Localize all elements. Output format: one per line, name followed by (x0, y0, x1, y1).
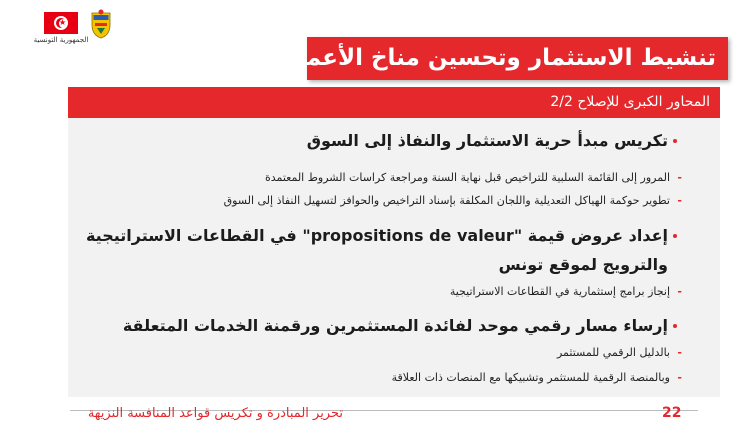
dash-icon: - (677, 194, 682, 207)
dash-icon: - (677, 285, 682, 298)
item-heading: تكريس مبدأ حرية الاستثمار والنفاذ إلى السوق (306, 131, 668, 150)
bullet-icon (673, 324, 677, 328)
dash-icon: - (677, 171, 682, 184)
page-title: تنشيط الاستثمار وتحسين مناخ الأعمال (278, 45, 716, 71)
item-heading: إرساء مسار رقمي موحد لفائدة المستثمرين ورقمنة الخدمات المتعلقة (122, 316, 668, 335)
footer-text: تحرير المبادرة و تكريس قواعد المنافسة النزيهة (87, 406, 343, 421)
sub-item-text: بالدليل الرقمي للمستثمر (556, 346, 670, 359)
dash-icon: - (677, 346, 682, 359)
subheader-label: المحاور الكبرى للإصلاح 2/2 (550, 94, 710, 110)
list-item (123, 316, 668, 335)
flag-caption: الجمهورية التونسية (33, 36, 89, 44)
coat-of-arms-icon (90, 9, 112, 39)
page-number: 22 (662, 405, 682, 421)
item-heading: إعداد عروض قيمة "propositions de valeur" في القطاعات الاستراتيجية (85, 226, 668, 245)
list-item (86, 226, 668, 245)
dash-icon: - (677, 371, 682, 384)
sub-item (449, 285, 682, 298)
bullet-icon (673, 234, 677, 238)
title-bar (278, 37, 728, 80)
sub-item (556, 346, 682, 359)
bullet-icon (673, 139, 677, 143)
item-heading-line2: والترويج لموقع تونس (498, 255, 668, 274)
section-subheader (68, 87, 720, 118)
sub-item-text: إنجاز برامج إستثمارية في القطاعات الاستراتيجية (449, 285, 670, 298)
sub-item (223, 194, 682, 207)
list-item (307, 131, 668, 150)
content-panel (68, 87, 720, 397)
sub-item-text: تطوير حوكمة الهياكل التعديلية واللجان المكلفة بإسناد التراخيص والحوافز لتسهيل النفاذ إلى السوق (223, 194, 670, 207)
sub-item (391, 371, 682, 384)
tunisia-flag-icon: ★ (44, 12, 78, 34)
sub-item-text: المرور إلى القائمة السلبية للتراخيص قبل نهاية السنة ومراجعة كراسات الشروط المعتمدة (264, 171, 670, 184)
list-item-continued (499, 255, 668, 274)
sub-item (264, 171, 682, 184)
sub-item-text: وبالمنصة الرقمية للمستثمر وتشبيكها مع المنصات ذات العلاقة (391, 371, 670, 384)
